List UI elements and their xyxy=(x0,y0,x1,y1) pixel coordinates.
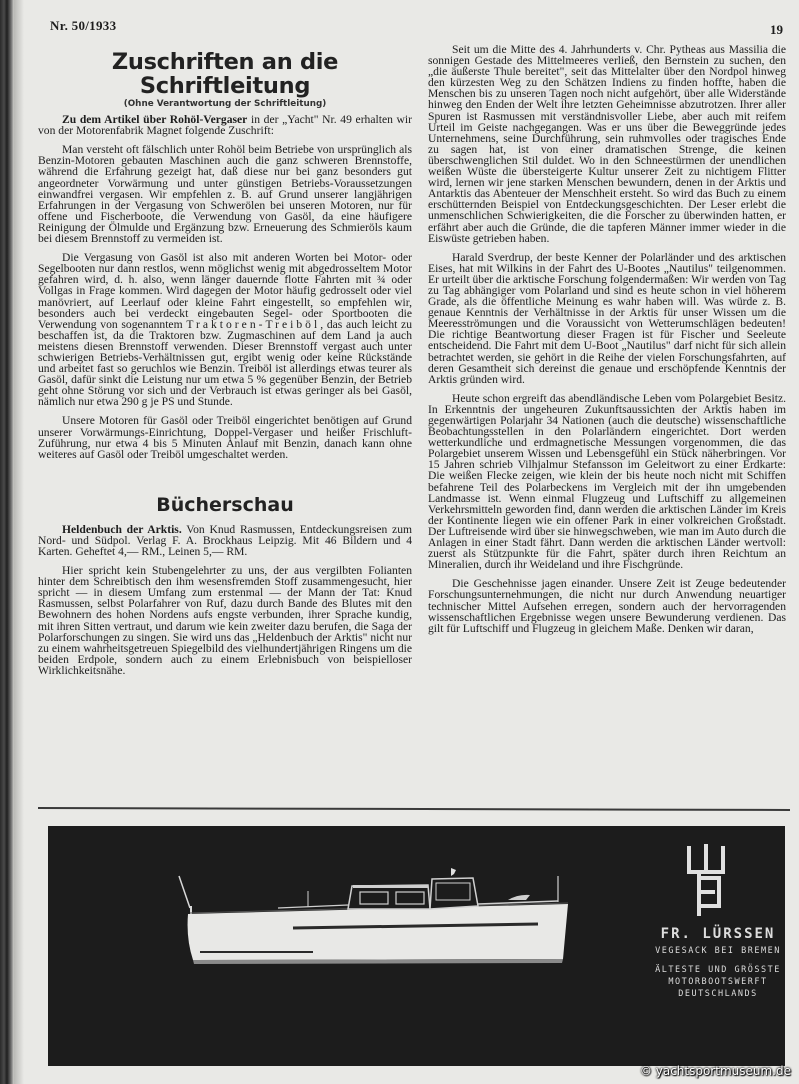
review-right-paragraph-1: Seit um die Mitte des 4. Jahrhunderts v. Chr. Pytheas aus Massilia die sonnigen Gestade des Mittelmeeres verließ, den Bernstein zu suchen, den „die äußerste Thule bereitet", seit das Mittelalter über den Nordpol hinweg den kürzesten Weg zu den Schätzen Indiens zu finden hoffte, haben die Menschen bis zu unseren Tagen noch nicht aufgehört, über alle Widerstände hinweg den Enden der Welt ihre letzten Geheimnisse abzutrotzen. Ihrer aller Spuren ist Rasmussen mit verständnisvoller Liebe, aber auch mit reifem Urteil im Geiste nachgegangen. Was er uns über die Beweggründe jedes Unternehmens, seine Durchführung, sein ruhmvolles oder tragisches Ende zu sagen hat, ist von einer dramatischen Strenge, die keinen überschwenglichen Stil duldet. Wo in den Schneestürmen der unendlichen weißen Wüste die übersteigerte Kultur unserer Zeit zu nichtigem Flitter wird, lernen wir jene starken Menschen bewundern, denen in der Arktis und Antarktis das Abenteuer der Menschheit ersteht. So wird das Buch zu einem erschütternden Beispiel von Entdeckungsgeschichten. Der Leser erlebt die unmenschlichen Schwierigkeiten, die die Forscher zu überwinden hatten, er erfährt aber auch die Gründe, die die tapferen Männer immer wieder in die Eiswüste getrieben haben. xyxy=(428,43,786,245)
letters-paragraph-1: Man versteht oft fälschlich unter Rohöl beim Betriebe von ursprünglich als Benzin-Motoren gebauten Maschinen auch die ganz schweren Brennstoffe, während die Erfahrung gezeigt hat, daß diese nur bei ganz besonders gut angeordneter Vorwärmung und unter günstigen Betriebs-Voraussetzungen einwandfrei vergasen. Wir empfehlen z. B. auf Grund unserer langjährigen Erfahrungen in der Vergasung von Schwerölen bei unseren Motoren, nur für offene und Fischerboote, die Verwendung von Gasöl, da eine häufigere Reinigung der Ölmulde und Ergänzung bzw. Erneuerung des Schmieröls kaum bei diesem Brennstoff zu vermeiden ist. xyxy=(38,143,412,246)
ad-tagline-line-3: DEUTSCHLANDS xyxy=(678,989,758,999)
ad-tagline-line-1: ÄLTESTE UND GRÖSSTE xyxy=(655,965,781,975)
left-column xyxy=(38,50,412,684)
letters-intro-bold: Zu dem Artikel über Rohöl-Vergaser xyxy=(62,113,248,127)
letters-intro-text: in der „Yacht" Nr. 49 erhalten wir von der Motorenfabrik Magnet folgende Zuschrift: xyxy=(38,113,412,138)
book-details: Von Knud Rasmussen, Entdeckungsreisen zum Nord- und Südpol. Verlag F. A. Brockhaus Leipzig. Mit 46 Bildern und 4 Karten. Geheftet 4,— RM., Leinen 5,— RM. xyxy=(38,522,413,558)
luerssen-advertisement xyxy=(48,826,785,1066)
motor-yacht-illustration-icon xyxy=(138,864,568,964)
letters-p2-part-b: , das auch leicht zu beschaffen ist, da die Traktoren bzw. Zugmaschinen auf dem Land ja auch meistens diesen Brennstoff verwenden. Dieser Brennstoff vergast auch unter schwierigen Betriebs-Verhältnissen gut, ergibt wenig oder keine Rückstände und arbeitet fast so geruchlos wie Benzin. Treiböl ist allerdings etwas teurer als Gasöl, dafür sinkt die Leistung nur um etwa 5 % gegenüber Benzin, der Betrieb geht ohne Störung vor sich und der Verbrauch ist etwas geringer als bei Gasöl, nämlich nur etwa 290 g je PS und Stunde. xyxy=(38,317,412,409)
page-number: 19 xyxy=(770,22,783,37)
review-right-paragraph-4: Die Geschehnisse jagen einander. Unsere Zeit ist Zeuge bedeutender Forschungsunternehmungen, die nicht nur durch Anwendung neuartiger technischer Mittel Aufsehen erregen, sondern auch der hervorragenden wissenschaftlichen Ergebnisse wegen unsere Bewunderung verdienen. Das gilt für Luftschiff und Flugzeug in gleichem Maße. Denken wir daran, xyxy=(428,577,786,635)
letters-section-subtitle: (Ohne Verantwortung der Schriftleitung) xyxy=(123,99,327,109)
book-citation xyxy=(38,524,412,557)
right-column xyxy=(428,44,786,642)
letters-p2-part-a: Die Vergasung von Gasöl ist also mit anderen Worten bei Motor- oder Segelbooten nur dann restlos, wenn möglichst wenig mit abgedrosseltem Motor gefahren wird, d. h. also, wenn länger dauernde flotte Fahrten mit ¾ oder Vollgas in Frage kommen. Wird dagegen der Motor häufig gedrosselt oder viel manövriert, auf Leerlauf oder kleine Fahrt eingestellt, so empfehlen wir, besonders auch bei verdeckt eingebauten Segel- oder Sportbooten die Verwendung von sogenanntem xyxy=(38,251,412,331)
review-section-title: Bücherschau xyxy=(156,493,294,516)
book-title-bold: Heldenbuch der Arktis. xyxy=(62,522,182,536)
ad-tagline xyxy=(654,964,782,1000)
fl-monogram-logo-icon xyxy=(685,844,727,916)
letters-paragraph-3: Unsere Motoren für Gasöl oder Treiböl eingerichtet benötigen auf Grund unserer Vorwärmungs-Einrichtung, Doppel-Vergaser und heißer Frischluft-Zuführung, nur etwa 4 bis 5 Minuten Anlauf mit Benzin, danach kann ohne weiteres auf Gasöl oder Treiböl umgeschaltet werden. xyxy=(38,414,412,461)
review-paragraph-1: Hier spricht kein Stubengelehrter zu uns, der aus vergilbten Folianten hinter dem Schreibtisch den ihm wesensfremden Stoff zusammengesucht, hier spricht — in diesem Umfang zum erstenmal — der Mann der Tat: Knud Rasmussen, selbst Polarfahrer von Ruf, dazu durch Bande des Blutes mit den Bewohnern des hohen Nordens aufs engste verbunden, ihrer Sprache kundig, mit ihren Sitten vertraut, und darum wie kein zweiter dazu berufen, die Saga der Polarforschungen zu singen. Sie wird uns das „Heldenbuch der Arktis" nicht nur zu einem wahrheitsgetreuen Spiegelbild des vielhundertjährigen Ringens um die beiden Erdpole, sondern auch zu einem Erlebnisbuch von beispielloser Wirklichkeitsnähe. xyxy=(38,564,412,677)
ad-brand-name: FR. LÜRSSEN xyxy=(660,926,776,942)
ad-tagline-line-2: MOTORBOOTSWERFT xyxy=(668,977,768,987)
copyright-watermark: © yachtsportmuseum.de xyxy=(639,1064,791,1078)
binding-shadow xyxy=(14,0,24,1084)
letters-paragraph-2 xyxy=(38,252,412,407)
horizontal-rule xyxy=(38,807,790,811)
issue-number: Nr. 50/1933 xyxy=(50,18,117,33)
review-right-paragraph-3: Heute schon ergreift das abendländische Leben vom Polargebiet Besitz. In Erkenntnis der ungeheuren Zukunftsaussichten der Arktis haben im gegenwärtigen Polarjahr 34 Nationen (auch die deutsche) wissenschaftliche Beobachtungsstellen in den Polarländern eingerichtet. Dort werden wetterkundliche und erdmagnetische Messungen vorgenommen, die das Polargebiet unserem Wissen und Lebensgefühl ein Stück näherbringen. Vor 15 Jahren schrieb Vilhjalmur Stefansson im Geleitwort zu einer Erdkarte: Die weißen Flecke zeigen, wie klein der bis heute noch nicht mit Schiffen befahrene Teil des Polarbeckens im Vergleich mit der ihn umgebenden Landmasse ist. Wenn einmal Flugzeug und Luftschiff zu allgemeinen Verkehrsmitteln geworden find, dann werden die arktischen Länder im Kreis der Kontinente liegen wie ein offener Park in einer volkreichen Großstadt. Der Luftreisende wird über sie hinwegschweben, wie man im Auto durch die Anlagen in einer Stadt fährt. Dann werden die arktischen Länder wertvoll: zuerst als Stützpunkte für die Fahrt, später durch ihren Reichtum an Mineralien, durch ihr Weideland und ihre Fischgründe. xyxy=(428,391,786,572)
review-right-paragraph-2: Harald Sverdrup, der beste Kenner der Polarländer und des arktischen Eises, hat mit Wilkins in der Fahrt des U-Bootes „Nautilus" teilgenommen. Er urteilt über die arktische Forschung folgendermaßen: Wir werden von Tag zu Tag abhängiger vom Polarland und sind es heute schon in viel höherem Grade, als die öffentliche Meinung es wahr haben will. Was würde z. B. genaue Kenntnis der Verhältnisse in der Arktis für unser Wissen um die Meeresströmungen und die Voraussicht von Wetterumschlägen bedeuten! Die richtige Beantwortung dieser Fragen ist für Fischer und Seeleute entscheidend. Die Fahrt mit dem U-Boot „Nautilus" darf nicht für sich allein betrachtet werden, sie gehört in die Reihe der vielen Forschungsfahrten, auf deren Gesamtheit sich dereinst die genaue und erschöpfende Kenntnis der Arktis gründen wird. xyxy=(428,250,786,386)
letters-p2-spaced-term: Traktoren-Treiböl xyxy=(186,317,321,331)
ad-location: VEGESACK BEI BREMEN xyxy=(655,946,781,956)
letters-section-title: Zuschriften an die Schriftleitung xyxy=(111,49,339,99)
book-binding-edge xyxy=(0,0,14,1084)
letters-intro-paragraph xyxy=(38,114,412,136)
